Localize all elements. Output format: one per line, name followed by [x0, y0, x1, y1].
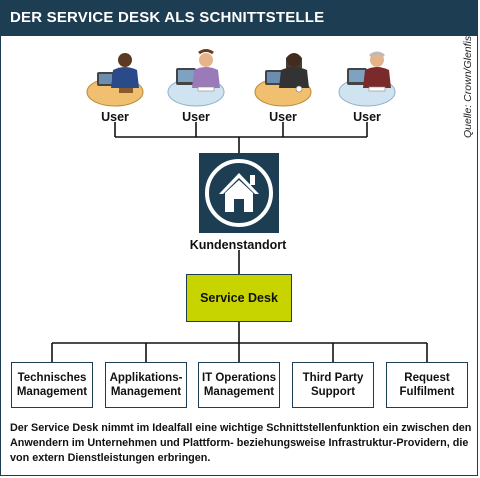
user-label-4: User — [353, 110, 381, 124]
customer-location-label: Kundenstandort — [189, 238, 287, 252]
service-box-technisches-management: Technisches Management — [11, 362, 93, 408]
service-box-it-operations-management: IT Operations Management — [198, 362, 280, 408]
user-label-2: User — [182, 110, 210, 124]
user-illustration-1 — [87, 53, 143, 106]
service-box-request-fulfilment: Request Fulfilment — [386, 362, 468, 408]
user-illustration-4 — [339, 53, 395, 106]
customer-location-box — [199, 153, 279, 233]
user-label-1: User — [101, 110, 129, 124]
person-head — [118, 53, 132, 67]
service-box-third-party-support: Third Party Support — [292, 362, 374, 408]
user-illustration-2 — [168, 51, 224, 107]
person-head — [199, 53, 213, 67]
figure-caption: Der Service Desk nimmt im Idealfall eine wichtige Schnittstellenfunktion ein zwischen den Anwendern im Unternehmen und Plattform- beziehungsweise Infrastruktur-Providern, die von extern Dienstleistungen erbringen. — [10, 422, 472, 464]
user-label-3: User — [269, 110, 297, 124]
figure-title: DER SERVICE DESK ALS SCHNITTSTELLE — [10, 9, 325, 26]
source-credit: Quelle: Crown/Glenfis — [462, 35, 474, 138]
service-desk-box: Service Desk — [186, 274, 292, 322]
user-illustration-3 — [255, 53, 311, 106]
service-box-applikations-management: Applikations- Management — [105, 362, 187, 408]
